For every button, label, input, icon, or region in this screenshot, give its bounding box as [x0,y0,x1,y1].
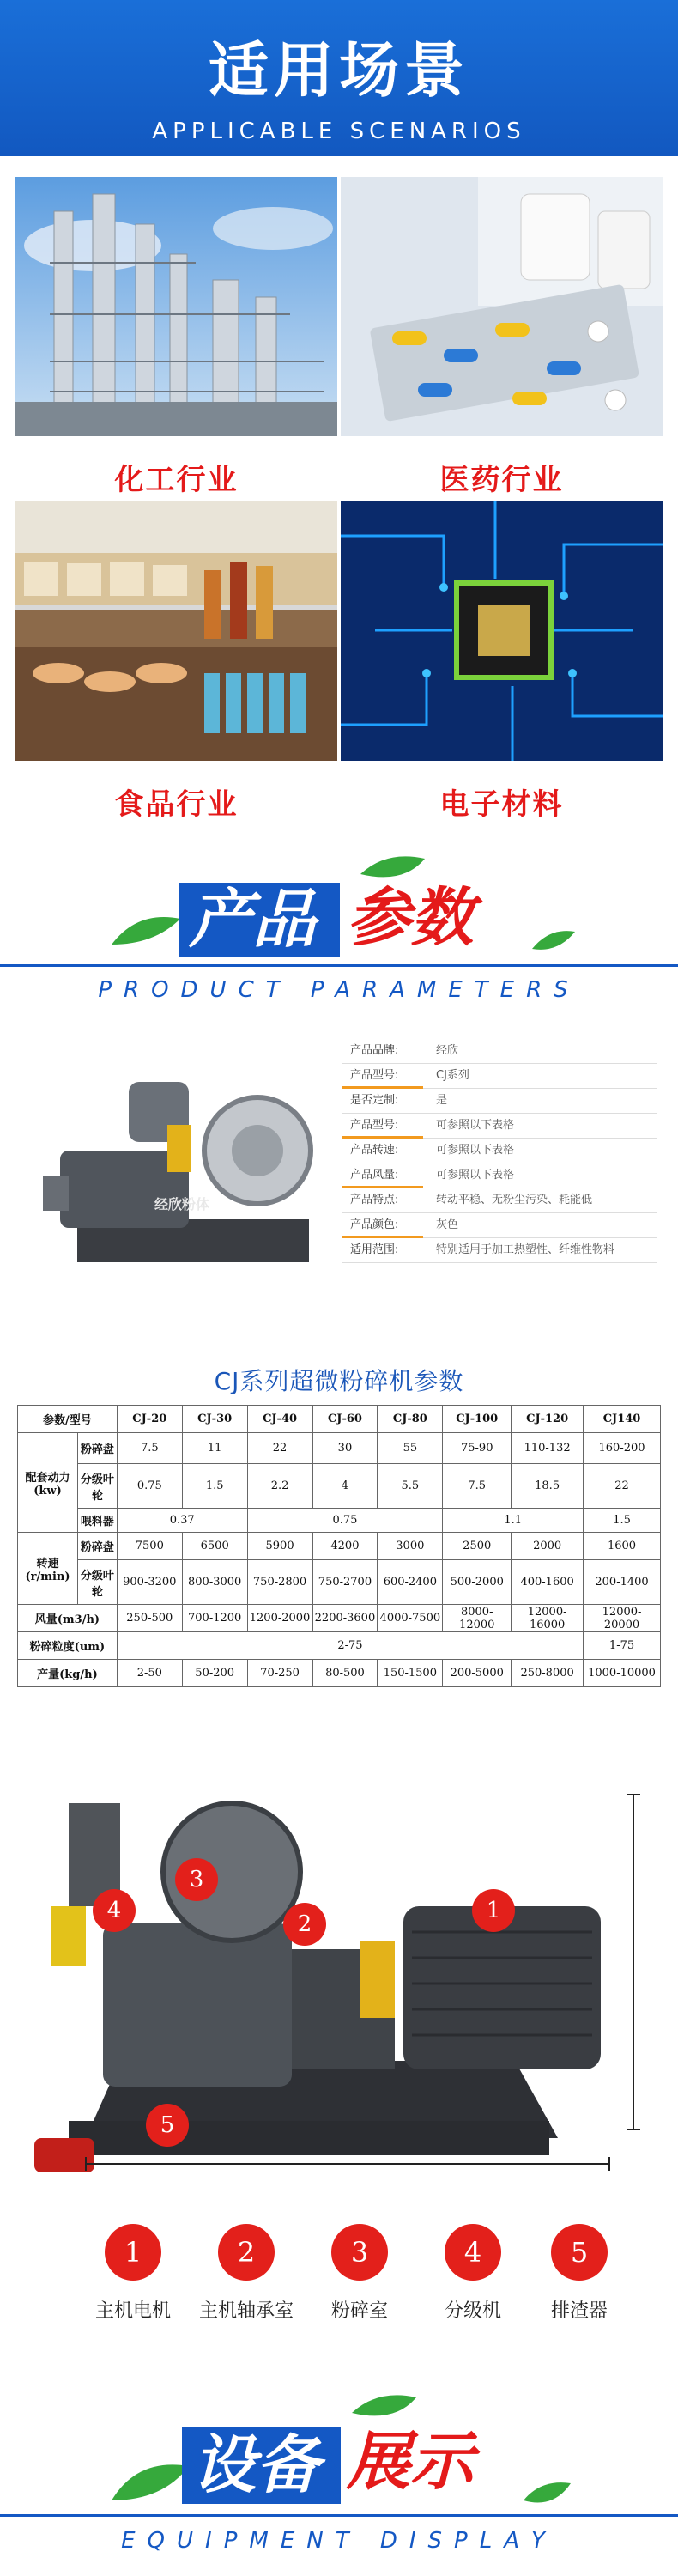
product-heading-subtitle: PRODUCT PARAMETERS [98,977,580,1003]
legend-label: 分级机 [444,2300,501,2322]
callout-4: 4 [93,1889,136,1932]
table-cell: 900-3200 [117,1560,182,1605]
table-cell: 7.5 [117,1433,182,1464]
table-cell: 3000 [378,1533,443,1560]
width-dimension-line [82,2155,614,2172]
table-cell: 6500 [182,1533,247,1560]
table-row [18,1433,661,1464]
table-cell: 1-75 [584,1632,661,1660]
param-row [342,1064,657,1089]
table-cell: 700-1200 [182,1605,247,1632]
param-row [342,1139,657,1163]
header-rule [0,2514,678,2517]
table-cell: 80-500 [312,1660,378,1687]
table-cell: 5900 [247,1533,312,1560]
fineness-label: 粉碎粒度(um) [18,1632,118,1660]
table-cell: 22 [247,1433,312,1464]
table-cell: 750-2700 [312,1560,378,1605]
legend-label: 主机电机 [94,2300,171,2322]
table-cell: 400-1600 [512,1560,584,1605]
table-cell: 0.75 [247,1509,443,1533]
param-key: 产品特点: [350,1194,399,1206]
model-cell: CJ-120 [512,1406,584,1433]
table-cell: 1000-10000 [584,1660,661,1687]
table-cell: 200-1400 [584,1560,661,1605]
classifier-label: 分级叶轮 [77,1464,117,1509]
table-cell: 150-1500 [378,1660,443,1687]
table-cell: 2.2 [247,1464,312,1509]
table-cell: 55 [378,1433,443,1464]
model-cell: CJ-20 [117,1406,182,1433]
table-cell: 4000-7500 [378,1605,443,1632]
banner-title: 适用场景 [209,35,469,106]
legend-label: 排渣器 [550,2300,608,2322]
table-cell: 1200-2000 [247,1605,312,1632]
equipment-heading-part2: 展示 [347,2425,474,2499]
leaf-decoration-icon [94,2389,592,2518]
param-row [342,1114,657,1139]
model-cell: CJ-30 [182,1406,247,1433]
param-row [342,1163,657,1188]
table-cell: 12000-20000 [584,1605,661,1632]
table-cell: 110-132 [512,1433,584,1464]
classifier-label: 分级叶轮 [77,1560,117,1605]
param-value: 经欣 [436,1044,459,1057]
table-cell: 1.5 [584,1509,661,1533]
table-cell: 75-90 [443,1433,512,1464]
legend-label: 主机轴承室 [198,2300,294,2322]
table-cell: 0.75 [117,1464,182,1509]
param-row [342,1213,657,1238]
callout-2: 2 [283,1903,326,1946]
legend-number: 5 [551,2224,608,2281]
param-key: 产品型号: [350,1119,399,1132]
legend-item-motor [69,2224,197,2323]
model-cell: CJ-100 [443,1406,512,1433]
equipment-display-header [0,2389,678,2561]
table-row [18,1632,661,1660]
medicine-pills-photo [341,177,663,436]
table-cell: 12000-16000 [512,1605,584,1632]
model-cell: CJ-80 [378,1406,443,1433]
equipment-heading-subtitle: EQUIPMENT DISPLAY [121,2528,557,2554]
crush-label: 粉碎盘 [77,1533,117,1560]
table-row [18,1605,661,1632]
output-label: 产量(kg/h) [18,1660,118,1687]
table-row [18,1464,661,1509]
spec-table [17,1405,661,1687]
param-key: 产品转速: [350,1144,399,1157]
scenario-electronics [341,501,663,822]
product-heading-part2: 参数 [347,881,474,955]
banner-subtitle: APPLICABLE SCENARIOS [152,118,526,144]
table-row [18,1560,661,1605]
table-cell: 7500 [117,1533,182,1560]
table-cell: 2200-3600 [312,1605,378,1632]
table-row [18,1660,661,1687]
table-cell: 4 [312,1464,378,1509]
table-cell: 250-8000 [512,1660,584,1687]
table-cell: 500-2000 [443,1560,512,1605]
scenario-label-chemical: 化工行业 [114,463,239,497]
table-cell: 160-200 [584,1433,661,1464]
food-shelf-photo [15,501,337,761]
table-cell: 200-5000 [443,1660,512,1687]
parameter-list [342,1039,657,1263]
legend-label: 粉碎室 [330,2300,388,2322]
air-label: 风量(m3/h) [18,1605,118,1632]
crush-label: 粉碎盘 [77,1433,117,1464]
scenario-label-medicine: 医药行业 [439,463,564,497]
scenario-medicine [341,177,663,497]
legend-number: 2 [218,2224,275,2281]
callout-5: 5 [146,2104,189,2147]
scenario-chemical [15,177,337,497]
feeder-label: 喂料器 [77,1509,117,1533]
header-rule [0,964,678,967]
param-key: 是否定制: [350,1094,399,1107]
spec-table-title: CJ系列超微粉碎机参数 [214,1367,464,1395]
param-value: 灰色 [436,1218,459,1231]
table-cell: 7.5 [443,1464,512,1509]
table-cell: 250-500 [117,1605,182,1632]
callout-1: 1 [472,1889,515,1932]
table-cell: 800-3000 [182,1560,247,1605]
legend-item-chamber [295,2224,424,2323]
table-cell: 70-250 [247,1660,312,1687]
table-cell: 1600 [584,1533,661,1560]
param-row [342,1089,657,1114]
product-heading-part1: 产品 [179,883,340,957]
table-row [18,1406,661,1433]
param-key: 产品风量: [350,1169,399,1182]
legend-number: 4 [445,2224,501,2281]
table-cell: 11 [182,1433,247,1464]
leaf-decoration-icon [103,850,584,962]
model-cell: CJ140 [584,1406,661,1433]
param-row [342,1238,657,1263]
product-parameters-header [0,850,678,1003]
machine-diagram [34,1777,644,2190]
machine-diagram-photo [34,1777,644,2190]
table-cell: 600-2400 [378,1560,443,1605]
param-key: 产品品牌: [350,1044,399,1057]
table-cell: 0.37 [117,1509,247,1533]
table-header-label: 参数/型号 [18,1406,118,1433]
scenario-label-food: 食品行业 [114,787,239,822]
param-row [342,1188,657,1213]
speed-group-label: 转速(r/min) [18,1533,78,1605]
model-cell: CJ-40 [247,1406,312,1433]
param-key: 产品型号: [350,1069,399,1082]
table-cell: 2-50 [117,1660,182,1687]
table-row [18,1533,661,1560]
table-cell: 18.5 [512,1464,584,1509]
scenario-label-electronics: 电子材料 [439,787,564,822]
table-cell: 30 [312,1433,378,1464]
param-value: CJ系列 [436,1069,469,1082]
table-cell: 5.5 [378,1464,443,1509]
table-cell: 2000 [512,1533,584,1560]
legend-item-bearing [182,2224,311,2323]
table-cell: 750-2800 [247,1560,312,1605]
table-cell: 1.5 [182,1464,247,1509]
table-cell: 2-75 [117,1632,583,1660]
machine-brand-tag: 经欣粉体 [154,1196,210,1212]
callout-3: 3 [175,1858,218,1901]
table-cell: 22 [584,1464,661,1509]
param-value: 可参照以下表格 [436,1119,515,1132]
param-value: 是 [436,1094,448,1107]
circuit-board-photo [341,501,663,761]
scenarios-banner [0,0,678,156]
table-cell: 8000-12000 [443,1605,512,1632]
legend-item-discharger [515,2224,644,2323]
param-value: 特别适用于加工热塑性、纤维性物料 [436,1243,615,1256]
model-cell: CJ-60 [312,1406,378,1433]
table-cell: 2500 [443,1533,512,1560]
table-row [18,1509,661,1533]
equipment-heading-part1: 设备 [182,2427,341,2504]
scenario-food [15,501,337,822]
param-row [342,1039,657,1064]
param-key: 产品颜色: [350,1218,399,1231]
param-key: 适用范围: [350,1243,399,1256]
param-value: 可参照以下表格 [436,1169,515,1182]
legend-number: 1 [105,2224,161,2281]
table-cell: 4200 [312,1533,378,1560]
param-value: 转动平稳、无粉尘污染、耗能低 [436,1194,593,1206]
param-value: 可参照以下表格 [436,1144,515,1157]
table-cell: 1.1 [443,1509,584,1533]
legend-number: 3 [331,2224,388,2281]
product-machine-photo [26,1048,326,1271]
table-cell: 50-200 [182,1660,247,1687]
power-group-label: 配套动力(kw) [18,1433,78,1533]
chemical-plant-photo [15,177,337,436]
